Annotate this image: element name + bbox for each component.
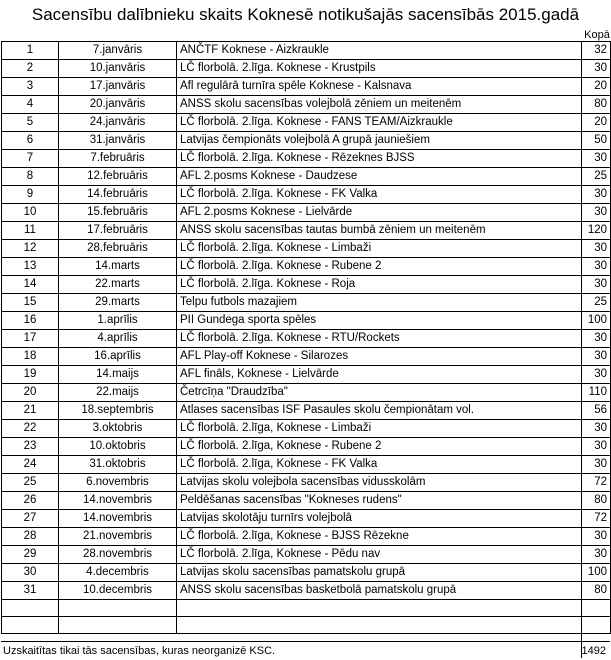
empty-row [2,600,611,617]
row-number: 26 [2,492,59,510]
row-date: 16.aprīlis [59,348,177,366]
row-date: 18.septembris [59,402,177,420]
row-date: 3.oktobris [59,420,177,438]
table-row [2,150,611,168]
row-number: 5 [2,114,59,132]
row-number: 16 [2,312,59,330]
competitions-table [1,41,611,634]
row-event: Peldēšanas sacensības "Kokneses rudens" [177,492,582,510]
table-row [2,132,611,150]
row-number: 7 [2,150,59,168]
row-participants: 80 [582,582,611,600]
row-event: LČ florbolā. 2.līga. Koknese - Limbaži [177,240,582,258]
row-number: 25 [2,474,59,492]
row-number: 27 [2,510,59,528]
row-date: 14.novembris [59,510,177,528]
row-date: 14.februāris [59,186,177,204]
page-title: Sacensību dalībnieku skaits Koknesē notikušajās sacensībās 2015.gadā [31,5,580,24]
table-row [2,438,611,456]
row-number: 9 [2,186,59,204]
row-number: 17 [2,330,59,348]
row-date: 12.februāris [59,168,177,186]
row-participants: 25 [582,294,611,312]
row-number: 1 [2,42,59,60]
table-row [2,312,611,330]
row-participants: 30 [582,528,611,546]
row-event: LČ florbolā. 2.līga. Koknese - Krustpils [177,60,582,78]
row-participants: 20 [582,114,611,132]
table-row [2,456,611,474]
table-row [2,294,611,312]
row-participants: 30 [582,438,611,456]
row-event: LČ florbolā. 2.līga, Koknese - BJSS Rēzekne [177,528,582,546]
row-participants: 30 [582,186,611,204]
row-date: 17.februāris [59,222,177,240]
row-event: Telpu futbols mazajiem [177,294,582,312]
table-row [2,546,611,564]
row-number: 15 [2,294,59,312]
row-event: Afl regulārā turnīra spēle Koknese - Kalsnava [177,78,582,96]
row-date: 24.janvāris [59,114,177,132]
row-participants: 110 [582,384,611,402]
table-row [2,510,611,528]
row-date: 10.oktobris [59,438,177,456]
row-number: 18 [2,348,59,366]
row-date: 31.oktobris [59,456,177,474]
row-participants: 120 [582,222,611,240]
row-date: 22.maijs [59,384,177,402]
table-row [2,528,611,546]
row-event: AFL fināls, Koknese - Lielvārde [177,366,582,384]
empty-cell [582,600,611,617]
row-event: Latvijas skolu volejbola sacensības vidusskolām [177,474,582,492]
table-row [2,330,611,348]
row-date: 29.marts [59,294,177,312]
row-participants: 56 [582,402,611,420]
empty-cell [59,617,177,634]
row-event: LČ florbolā. 2.līga, Koknese - Rubene 2 [177,438,582,456]
table-row [2,240,611,258]
row-date: 4.decembris [59,564,177,582]
row-participants: 72 [582,474,611,492]
table-row [2,114,611,132]
row-event: Latvijas skolu sacensības pamatskolu grupā [177,564,582,582]
table-row [2,384,611,402]
empty-cell [177,617,582,634]
row-date: 7.februāris [59,150,177,168]
table-row [2,42,611,60]
row-date: 1.aprīlis [59,312,177,330]
table-row [2,96,611,114]
row-date: 28.februāris [59,240,177,258]
table-row [2,78,611,96]
table-row [2,276,611,294]
row-participants: 100 [582,312,611,330]
row-participants: 30 [582,60,611,78]
table-row [2,60,611,78]
table-row [2,168,611,186]
row-event: LČ florbolā. 2.līga. Koknese - Rēzeknes BJSS [177,150,582,168]
row-participants: 30 [582,420,611,438]
row-date: 28.novembris [59,546,177,564]
row-number: 4 [2,96,59,114]
table-row [2,582,611,600]
row-participants: 30 [582,456,611,474]
row-number: 12 [2,240,59,258]
row-date: 14.marts [59,258,177,276]
row-date: 10.janvāris [59,60,177,78]
row-event: Latvijas čempionāts volejbolā A grupā jauniešiem [177,132,582,150]
row-event: Četrcīņa "Draudzība" [177,384,582,402]
row-participants: 30 [582,348,611,366]
row-number: 21 [2,402,59,420]
row-participants: 72 [582,510,611,528]
row-participants: 20 [582,78,611,96]
row-event: ANČTF Koknese - Aizkraukle [177,42,582,60]
table-row [2,204,611,222]
empty-cell [582,617,611,634]
total-column-header: Kopā [584,29,610,41]
row-date: 4.aprīlis [59,330,177,348]
row-event: Atlases sacensības ISF Pasaules skolu čempionātam vol. [177,402,582,420]
row-number: 8 [2,168,59,186]
row-participants: 30 [582,330,611,348]
table-body [2,42,611,634]
row-participants: 30 [582,276,611,294]
row-participants: 50 [582,132,611,150]
empty-row [2,617,611,634]
table-row [2,366,611,384]
row-date: 20.janvāris [59,96,177,114]
table-row [2,474,611,492]
row-date: 15.februāris [59,204,177,222]
empty-cell [177,600,582,617]
row-date: 14.novembris [59,492,177,510]
row-number: 29 [2,546,59,564]
row-number: 13 [2,258,59,276]
row-number: 23 [2,438,59,456]
row-number: 11 [2,222,59,240]
row-date: 31.janvāris [59,132,177,150]
row-number: 30 [2,564,59,582]
row-participants: 80 [582,492,611,510]
row-number: 20 [2,384,59,402]
row-date: 10.decembris [59,582,177,600]
row-event: AFL 2.posms Koknese - Lielvārde [177,204,582,222]
table-row [2,402,611,420]
row-event: ANSS skolu sacensības volejbolā zēniem un meitenēm [177,96,582,114]
row-event: LČ florbolā. 2.līga, Koknese - FK Valka [177,456,582,474]
row-number: 2 [2,60,59,78]
row-event: AFL Play-off Koknese - Silarozes [177,348,582,366]
table-bottom-border [1,641,610,642]
row-number: 3 [2,78,59,96]
grand-total: 1492 [581,645,606,657]
row-participants: 80 [582,96,611,114]
row-date: 21.novembris [59,528,177,546]
row-event: LČ florbolā. 2.līga. Koknese - RTU/Rockets [177,330,582,348]
row-event: PII Gundega sporta spēles [177,312,582,330]
row-event: LČ florbolā. 2.līga. Koknese - FK Valka [177,186,582,204]
table-row [2,564,611,582]
row-date: 17.janvāris [59,78,177,96]
empty-cell [2,617,59,634]
table-row [2,186,611,204]
table-row [2,222,611,240]
row-event: ANSS skolu sacensības tautas bumbā zēniem un meitenēm [177,222,582,240]
row-participants: 25 [582,168,611,186]
row-participants: 32 [582,42,611,60]
row-date: 22.marts [59,276,177,294]
row-number: 28 [2,528,59,546]
row-participants: 30 [582,240,611,258]
row-event: LČ florbolā. 2.līga. Koknese - Rubene 2 [177,258,582,276]
table-row [2,348,611,366]
row-event: AFL 2.posms Koknese - Daudzese [177,168,582,186]
table-row [2,420,611,438]
row-date: 6.novembris [59,474,177,492]
row-number: 6 [2,132,59,150]
empty-cell [59,600,177,617]
footer-note: Uzskaitītas tikai tās sacensības, kuras neorganizē KSC. [3,645,276,657]
row-number: 10 [2,204,59,222]
row-date: 7.janvāris [59,42,177,60]
row-number: 24 [2,456,59,474]
row-participants: 30 [582,258,611,276]
table-row [2,492,611,510]
row-event: ANSS skolu sacensības basketbolā pamatskolu grupā [177,582,582,600]
row-participants: 30 [582,204,611,222]
row-event: Latvijas skolotāju turnīrs volejbolā [177,510,582,528]
row-event: LČ florbolā. 2.līga, Koknese - Limbaži [177,420,582,438]
row-participants: 30 [582,546,611,564]
row-number: 14 [2,276,59,294]
row-participants: 30 [582,150,611,168]
row-number: 19 [2,366,59,384]
row-event: LČ florbolā. 2.līga, Koknese - Pēdu nav [177,546,582,564]
row-participants: 100 [582,564,611,582]
row-participants: 30 [582,366,611,384]
empty-cell [2,600,59,617]
row-date: 14.maijs [59,366,177,384]
row-event: LČ florbolā. 2.līga. Koknese - FANS TEAM/Aizkraukle [177,114,582,132]
row-event: LČ florbolā. 2.līga. Koknese - Roja [177,276,582,294]
table-row [2,258,611,276]
row-number: 22 [2,420,59,438]
row-number: 31 [2,582,59,600]
